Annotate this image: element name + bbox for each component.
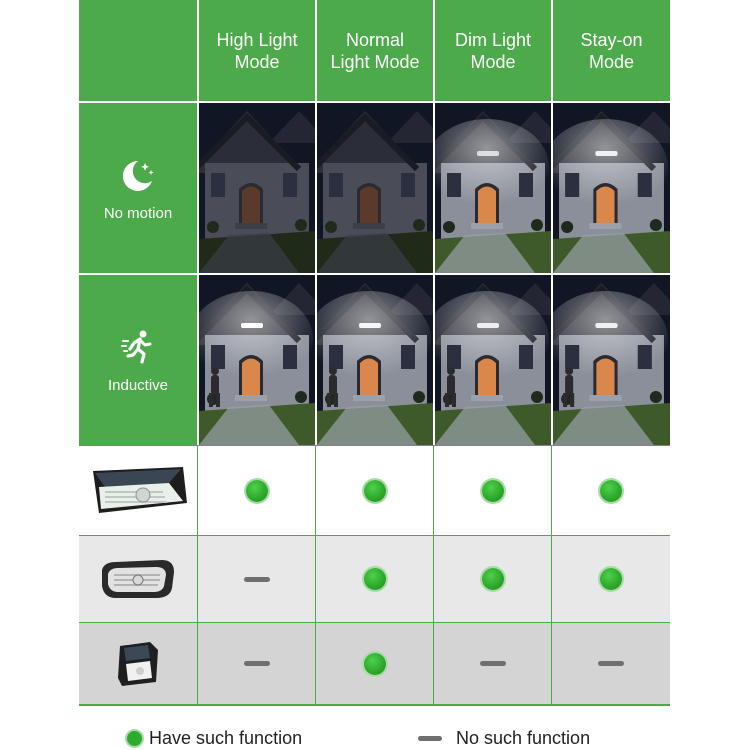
row-header-label: Inductive [107,376,169,394]
legend-item-has-function [127,728,302,749]
function-cell [551,622,670,704]
header-corner [79,0,197,101]
column-header-line2: Mode [588,51,634,72]
dash-icon [418,736,442,741]
column-header-line1: Normal [345,29,404,50]
green-dot-icon [364,568,386,590]
green-dot-icon [127,731,142,746]
row-header-no-motion [79,101,197,273]
dash-icon [244,577,270,582]
green-dot-icon [364,480,386,502]
function-cell [551,445,670,535]
green-dot-icon [364,653,386,675]
column-header-line1: Stay-on [580,29,643,50]
product-cell-small [79,622,197,704]
function-cell [433,445,551,535]
scene-photo [197,273,315,445]
scene-photo [315,273,433,445]
product-cell-large [79,445,197,535]
row-header-label: No motion [103,204,173,222]
column-header-line1: High Light [216,29,298,50]
scene-photo [197,101,315,273]
function-cell [315,622,433,704]
function-cell [433,622,551,704]
function-cell [197,535,315,622]
running-person-icon [118,327,158,367]
scene-photo [551,273,670,445]
green-dot-icon [482,568,504,590]
scene-photo [315,101,433,273]
solar-light-small-icon [110,638,166,690]
dash-icon [598,661,624,666]
function-cell [551,535,670,622]
green-dot-icon [600,568,622,590]
legend-item-no-function [418,728,590,749]
dash-icon [244,661,270,666]
function-cell [315,535,433,622]
solar-light-medium-icon [96,554,180,604]
column-header-stay-on [551,0,670,101]
table-bottom-border [79,704,670,706]
legend [0,728,750,750]
function-cell [433,535,551,622]
column-header-line2: Light Mode [330,51,420,72]
column-header-normal-light [315,0,433,101]
green-dot-icon [600,480,622,502]
function-cell [197,445,315,535]
green-dot-icon [482,480,504,502]
dash-icon [480,661,506,666]
moon-stars-icon [118,155,158,195]
scene-photo [551,101,670,273]
legend-label: No such function [456,728,591,748]
row-header-inductive [79,273,197,445]
comparison-table [79,0,670,704]
scene-photo [433,101,551,273]
product-cell-medium [79,535,197,622]
green-dot-icon [246,480,268,502]
column-header-high-light [197,0,315,101]
solar-light-large-icon [85,463,191,519]
function-cell [197,622,315,704]
column-header-line2: Mode [470,51,516,72]
column-header-dim-light [433,0,551,101]
scene-photo [433,273,551,445]
column-header-line2: Mode [234,51,280,72]
function-cell [315,445,433,535]
column-header-line1: Dim Light [454,29,532,50]
legend-label: Have such function [149,728,303,748]
